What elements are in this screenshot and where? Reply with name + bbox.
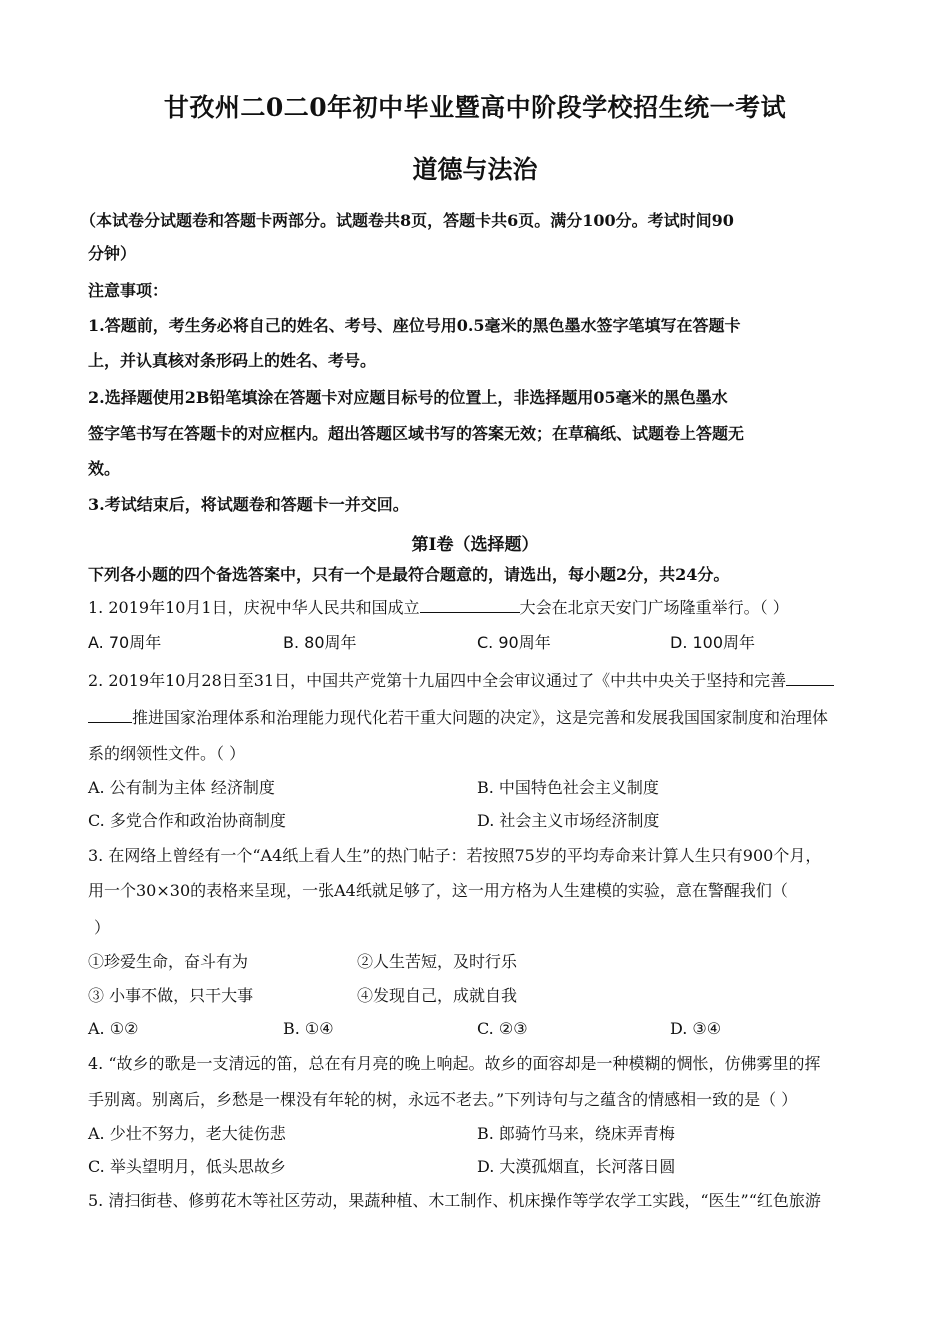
q1-stem-start: 1. 2019年10月1日，庆祝中华人民共和国成立 (88, 598, 420, 617)
q2-line-1-text: 2. 2019年10月28日至31日，中国共产党第十九届四中全会审议通过了《中共中央关于坚持和完善 (88, 671, 787, 690)
q2-line-1 (88, 671, 834, 691)
q1-option-b: B. 80周年 (283, 633, 357, 652)
q2-line-2-text: 推进国家治理体系和治理能力现代化若干重大问题的决定》，这是完善和发展我国国家制度和治理体 (132, 708, 829, 727)
q1-option-c: C. 90周年 (477, 633, 551, 652)
q3-line-3: ） (94, 918, 111, 937)
section-instruction: 下列各小题的四个备选答案中，只有一个是最符合题意的，请选出，每小题2分，共24分。 (88, 565, 730, 584)
q4-line-1: 4. “故乡的歌是一支清远的笛，总在有月亮的晚上响起。故乡的面容却是一种模糊的惆怅，仿佛雾里的挥 (88, 1054, 821, 1073)
q1-option-d: D. 100周年 (670, 633, 756, 652)
q3-item-2: ②人生苦短，及时行乐 (357, 952, 518, 971)
notice-item-2-line-1: 2.选择题使用2B铅笔填涂在答题卡对应题目标号的位置上，非选择题用05毫米的黑色墨水 (88, 388, 728, 407)
q3-option-b: B. ①④ (283, 1019, 334, 1038)
q2-line-3: 系的纲领性文件。（ ） (88, 744, 246, 763)
section-title: 第Ⅰ卷（选择题） (411, 535, 539, 555)
q3-line-1: 3. 在网络上曾经有一个“A4纸上看人生”的热门帖子：若按照75岁的平均寿命来计算人生只有900个月， (88, 846, 822, 865)
q4-option-b: B. 郎骑竹马来，绕床弄青梅 (477, 1124, 675, 1143)
q1-stem (88, 598, 789, 618)
intro-line-2: 分钟） (88, 244, 137, 263)
q3-item-3: ③ 小事不做，只干大事 (88, 986, 254, 1005)
q2-option-d: D. 社会主义市场经济制度 (477, 811, 660, 830)
q5-line-1: 5. 清扫街巷、修剪花木等社区劳动，果蔬种植、木工制作、机床操作等学农学工实践，“医生”“红色旅游 (88, 1191, 821, 1210)
q3-option-c: C. ②③ (477, 1019, 528, 1038)
q1-option-a: A. 70周年 (88, 633, 162, 652)
exam-title: 甘孜州二0二0年初中毕业暨高中阶段学校招生统一考试 (163, 93, 787, 122)
notice-item-1-line-1: 1.答题前，考生务必将自己的姓名、考号、座位号用0.5毫米的黑色墨水签字笔填写在答题卡 (88, 316, 741, 335)
q1-answer-blank (420, 598, 520, 613)
q2-option-a: A. 公有制为主体 经济制度 (88, 778, 275, 797)
q2-answer-blank-2 (88, 708, 132, 723)
notice-item-1-line-2: 上，并认真核对条形码上的姓名、考号。 (88, 351, 377, 370)
q2-answer-blank-1 (786, 671, 834, 686)
q4-option-d: D. 大漠孤烟直，长河落日圆 (477, 1157, 676, 1176)
notice-item-2-line-2: 签字笔书写在答题卡的对应框内。超出答题区域书写的答案无效；在草稿纸、试题卷上答题无 (88, 424, 745, 443)
q3-item-4: ④发现自己，成就自我 (357, 986, 518, 1005)
q4-line-2: 手别离。别离后，乡愁是一棵没有年轮的树，永远不老去。”下列诗句与之蕴含的情感相一致的是（ ） (88, 1090, 798, 1109)
notice-item-2-line-3: 效。 (88, 459, 121, 478)
subject-title: 道德与法治 (412, 155, 538, 184)
q3-option-a: A. ①② (88, 1019, 139, 1038)
q2-option-c: C. 多党合作和政治协商制度 (88, 811, 286, 830)
q4-option-c: C. 举头望明月，低头思故乡 (88, 1157, 286, 1176)
q4-option-a: A. 少壮不努力，老大徒伤悲 (88, 1124, 286, 1143)
q3-item-1: ①珍爱生命，奋斗有为 (88, 952, 249, 971)
q3-line-2: 用一个30×30的表格来呈现，一张A4纸就足够了，这一用方格为人生建模的实验，意在警醒我们（ (88, 881, 788, 900)
notice-item-3: 3.考试结束后，将试题卷和答题卡一并交回。 (88, 495, 409, 514)
q2-line-2 (88, 708, 828, 728)
q3-option-d: D. ③④ (670, 1019, 722, 1038)
q2-option-b: B. 中国特色社会主义制度 (477, 778, 659, 797)
notice-heading: 注意事项： (88, 281, 169, 300)
intro-line-1: （本试卷分试题卷和答题卡两部分。试题卷共8页，答题卡共6页。满分100分。考试时间90 (80, 211, 734, 230)
q1-stem-end: 大会在北京天安门广场隆重举行。（ ） (519, 598, 789, 617)
